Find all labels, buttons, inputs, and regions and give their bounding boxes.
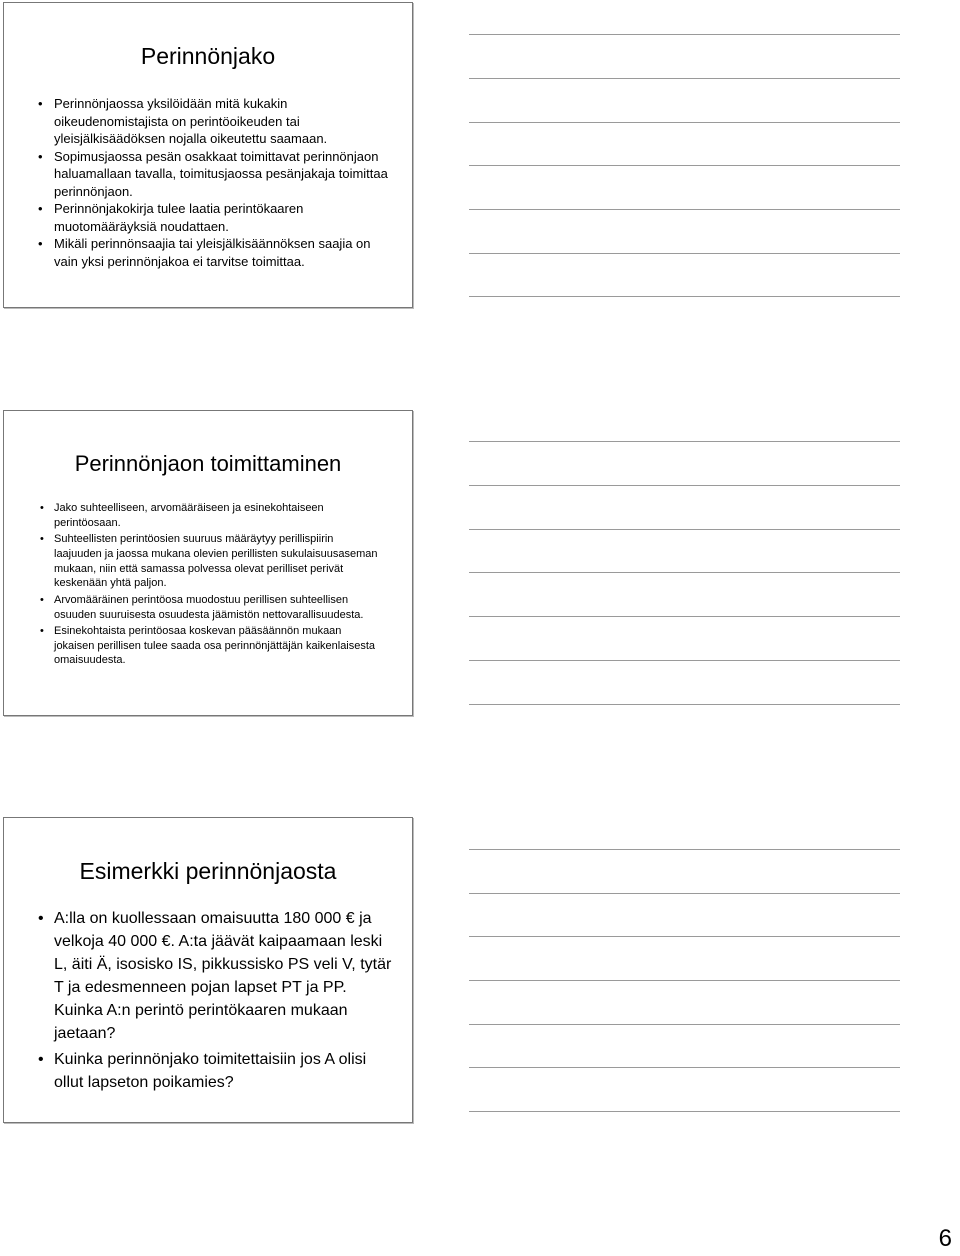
note-line [469,1067,900,1068]
note-line [469,893,900,894]
note-line [469,616,900,617]
bullet-item: • Perinnönjaossa yksilöidään mitä kukakin oikeudenomistajista on perintöoikeuden tai yleisjälkisäädöksen nojalla oikeutettu saamaan. [54,95,394,148]
slide-1-title: Perinnönjako [140,43,276,69]
bullet-item: • Sopimusjaossa pesän osakkaat toimittavat perinnönjaon haluamallaan tavalla, toimitusjaossa pesänjakaja toimittaa perinnönjaon. [54,148,394,201]
bullet-item: • Mikäli perinnönsaajia tai yleisjälkisäännöksen saajia on vain yksi perinnönjakoa ei tarvitse toimittaa. [54,235,394,270]
slide-2-bullets [54,501,384,670]
note-line [469,849,900,850]
slide-1-bullets [54,95,394,270]
bullet-item: • Arvomääräinen perintöosa muodostuu perillisen suhteellisen osuuden suuruisesta osuudesta jäämistön nettovarallisuudesta. [54,593,384,623]
note-line [469,209,900,210]
bullet-item: • Perinnönjakokirja tulee laatia perintökaaren muotomääräyksiä noudattaen. [54,200,394,235]
note-line [469,122,900,123]
slide-1 [3,2,413,308]
page-number: 6 [938,1225,952,1252]
note-line [469,980,900,981]
bullet-item: • Suhteellisten perintöosien suuruus määräytyy perillispiirin laajuuden ja jaossa mukana olevien perillisten sukulaisuusaseman mukaan, niin että samassa polvessa olevat perilliset perivät keskenään yhtä paljon. [54,532,384,591]
slide-3-bullets [54,907,394,1097]
slide-3-title: Esimerkki perinnönjaosta [79,858,337,884]
note-line [469,660,900,661]
bullet-item: • Esinekohtaista perintöosaa koskevan pääsäännön mukaan jokaisen perillisen tulee saada osa perinnönjättäjän kaikenlaisesta omaisuudesta. [54,624,384,668]
note-line [469,485,900,486]
note-line [469,296,900,297]
note-line [469,78,900,79]
note-line [469,936,900,937]
note-line [469,441,900,442]
slide-3 [3,817,413,1123]
slide-2-title: Perinnönjaon toimittaminen [74,451,342,476]
note-line [469,253,900,254]
note-line [469,1111,900,1112]
bullet-item: • Jako suhteelliseen, arvomääräiseen ja esinekohtaiseen perintöosaan. [54,501,384,531]
note-line [469,34,900,35]
note-line [469,529,900,530]
slide-2 [3,410,413,716]
bullet-item: • A:lla on kuollessaan omaisuutta 180 000 € ja velkoja 40 000 €. A:ta jäävät kaipaamaan leski L, äiti Ä, isosisko IS, pikkussisko PS veli V, tytär T ja edesmenneen pojan lapset PT ja PP. Kuinka A:n perintö perintökaaren mukaan jaetaan? [54,907,394,1045]
note-line [469,1024,900,1025]
note-line [469,704,900,705]
note-line [469,165,900,166]
bullet-item: • Kuinka perinnönjako toimitettaisiin jos A olisi ollut lapseton poikamies? [54,1048,394,1094]
note-line [469,572,900,573]
